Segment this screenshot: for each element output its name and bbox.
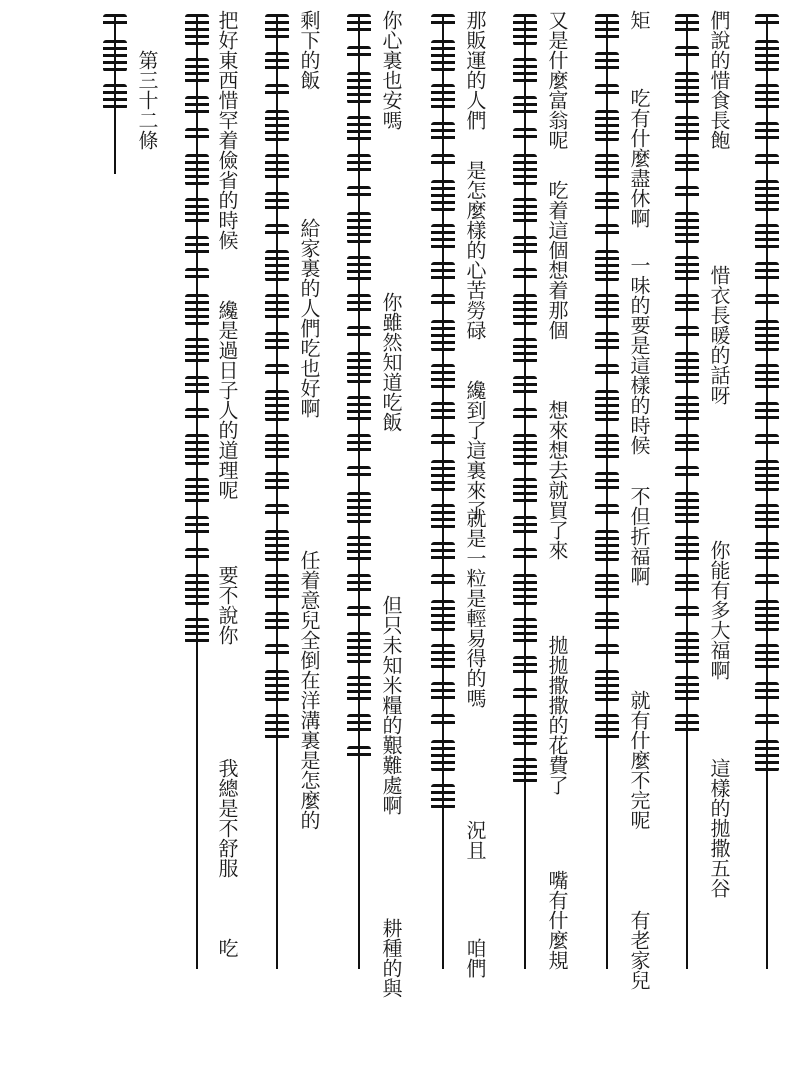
mongolian-word xyxy=(755,180,779,212)
chinese-gloss-segment: 你能有多大福啊 xyxy=(707,540,731,680)
mongolian-word xyxy=(675,606,699,620)
mongolian-word xyxy=(265,192,289,212)
mongolian-word xyxy=(675,326,699,340)
chinese-column-2 xyxy=(628,10,650,1000)
mongolian-word xyxy=(513,198,537,224)
mongolian-word xyxy=(265,14,289,40)
mongolian-word xyxy=(595,14,619,40)
chinese-gloss-segment: 耕種的與 xyxy=(379,918,403,998)
mongolian-word xyxy=(513,236,537,256)
mongolian-word xyxy=(755,122,779,142)
mongolian-column-9 xyxy=(100,14,130,174)
chinese-column-3 xyxy=(546,10,568,1000)
mongolian-word xyxy=(185,408,209,422)
mongolian-word xyxy=(595,530,619,562)
chinese-gloss-segment: 是怎麼樣的心苦勞碌 xyxy=(463,160,487,340)
mongolian-word xyxy=(431,40,455,72)
mongolian-word xyxy=(595,332,619,352)
mongolian-word xyxy=(347,352,371,384)
mongolian-word xyxy=(431,84,455,110)
mongolian-word xyxy=(185,236,209,256)
mongolian-word xyxy=(103,14,127,28)
mongolian-word xyxy=(431,574,455,588)
mongolian-word xyxy=(431,682,455,702)
mongolian-word xyxy=(347,434,371,454)
mongolian-word xyxy=(513,688,537,702)
mongolian-word xyxy=(675,116,699,142)
mongolian-column-4 xyxy=(510,14,540,969)
mongolian-word xyxy=(103,84,127,110)
mongolian-word xyxy=(347,574,371,594)
mongolian-word xyxy=(185,516,209,536)
mongolian-word xyxy=(755,154,779,168)
mongolian-word xyxy=(755,294,779,308)
mongolian-word xyxy=(347,46,371,60)
mongolian-word xyxy=(755,262,779,282)
mongolian-word xyxy=(675,714,699,734)
mongolian-word xyxy=(595,504,619,518)
mongolian-word xyxy=(513,656,537,676)
mongolian-word xyxy=(513,14,537,46)
mongolian-word xyxy=(265,84,289,98)
chinese-gloss-segment: 況且 xyxy=(463,820,487,860)
mongolian-word xyxy=(595,364,619,378)
mongolian-word xyxy=(431,644,455,670)
mongolian-word xyxy=(185,268,209,282)
mongolian-word xyxy=(347,396,371,422)
mongolian-word xyxy=(595,84,619,98)
mongolian-word xyxy=(347,492,371,524)
chinese-column-1 xyxy=(708,10,730,1000)
mongolian-word xyxy=(431,14,455,28)
chinese-gloss-segment: 你心裏也安嗎 xyxy=(379,10,403,130)
chinese-gloss-segment: 就是一粒是輕易得的嗎 xyxy=(463,508,487,708)
mongolian-word xyxy=(431,294,455,308)
mongolian-word xyxy=(431,122,455,142)
mongolian-word xyxy=(513,516,537,536)
chinese-gloss-segment: 就有什麼不完呢 xyxy=(627,690,651,830)
mongolian-word xyxy=(185,548,209,562)
mongolian-word xyxy=(675,632,699,664)
mongolian-word xyxy=(185,128,209,142)
mongolian-word xyxy=(755,224,779,250)
mongolian-word xyxy=(265,504,289,518)
chinese-gloss-segment: 任着意兒全倒在洋溝裏是怎麼的 xyxy=(297,550,321,830)
mongolian-word xyxy=(595,472,619,492)
mongolian-word xyxy=(431,460,455,492)
mongolian-word xyxy=(103,40,127,72)
mongolian-word xyxy=(431,364,455,390)
mongolian-word xyxy=(595,110,619,142)
mongolian-column-2 xyxy=(672,14,702,969)
mongolian-word xyxy=(755,84,779,110)
chinese-gloss-segment: 纔到了這裏來了 xyxy=(463,380,487,520)
mongolian-word xyxy=(755,14,779,28)
mongolian-word xyxy=(347,256,371,282)
mongolian-word xyxy=(265,612,289,632)
mongolian-word xyxy=(675,466,699,480)
mongolian-word xyxy=(513,96,537,116)
chinese-gloss-segment: 剩下的飯 xyxy=(297,10,321,90)
mongolian-word xyxy=(595,714,619,740)
mongolian-word xyxy=(513,574,537,606)
mongolian-word xyxy=(513,338,537,364)
mongolian-word xyxy=(265,250,289,282)
mongolian-word xyxy=(431,542,455,562)
mongolian-word xyxy=(513,294,537,326)
mongolian-word xyxy=(595,574,619,600)
chinese-column-7 xyxy=(216,10,238,1000)
chinese-gloss-segment: 吃有什麼盡休啊 xyxy=(627,88,651,228)
mongolian-word xyxy=(347,72,371,104)
mongolian-word xyxy=(431,224,455,250)
chinese-column-6 xyxy=(298,10,320,1000)
mongolian-word xyxy=(265,154,289,180)
mongolian-word xyxy=(265,294,289,320)
mongolian-word xyxy=(185,478,209,504)
mongolian-word xyxy=(265,390,289,422)
mongolian-word xyxy=(265,434,289,460)
mongolian-column-6 xyxy=(344,14,374,969)
chinese-gloss-segment: 纔是過日子人的道理呢 xyxy=(215,300,239,500)
mongolian-word xyxy=(675,186,699,200)
mongolian-word xyxy=(675,46,699,60)
mongolian-word xyxy=(431,600,455,632)
mongolian-word xyxy=(265,644,289,658)
mongolian-word xyxy=(595,434,619,460)
mongolian-word xyxy=(185,14,209,46)
mongolian-word xyxy=(265,364,289,378)
chinese-gloss-segment: 這樣的拋撒五谷 xyxy=(707,758,731,898)
mongolian-word xyxy=(347,212,371,244)
mongolian-word xyxy=(347,294,371,314)
mongolian-word xyxy=(675,396,699,422)
mongolian-word xyxy=(185,434,209,466)
mongolian-word xyxy=(513,376,537,396)
mongolian-word xyxy=(595,250,619,282)
mongolian-word xyxy=(675,536,699,562)
chinese-gloss-segment: 那販運的人們 xyxy=(463,10,487,130)
chinese-gloss-segment: 吃 xyxy=(215,938,239,958)
chinese-gloss-segment: 要不說你 xyxy=(215,565,239,645)
mongolian-word xyxy=(431,714,455,728)
mongolian-word xyxy=(265,670,289,702)
mongolian-word xyxy=(513,268,537,282)
mongolian-word xyxy=(265,52,289,72)
chinese-gloss-segment: 第三十二條 xyxy=(135,50,159,150)
mongolian-word xyxy=(431,784,455,810)
mongolian-word xyxy=(265,714,289,740)
mongolian-word xyxy=(595,192,619,212)
mongolian-word xyxy=(513,154,537,186)
chinese-column-5 xyxy=(380,10,402,1000)
mongolian-word xyxy=(675,574,699,594)
mongolian-word xyxy=(265,530,289,562)
mongolian-word xyxy=(185,154,209,186)
mongolian-word xyxy=(431,180,455,212)
mongolian-word xyxy=(185,294,209,326)
mongolian-word xyxy=(431,740,455,772)
mongolian-word xyxy=(431,154,455,168)
mongolian-word xyxy=(675,154,699,174)
mongolian-word xyxy=(755,434,779,448)
mongolian-word xyxy=(755,504,779,530)
mongolian-word xyxy=(513,714,537,746)
mongolian-word xyxy=(675,434,699,454)
mongolian-word xyxy=(513,408,537,422)
chinese-gloss-segment: 給家裏的人們吃也好啊 xyxy=(297,218,321,418)
mongolian-word xyxy=(595,670,619,702)
mongolian-word xyxy=(431,504,455,530)
mongolian-word xyxy=(675,72,699,104)
mongolian-word xyxy=(347,746,371,760)
mongolian-word xyxy=(513,128,537,142)
mongolian-word xyxy=(347,186,371,200)
mongolian-column-5 xyxy=(428,14,458,969)
mongolian-word xyxy=(513,548,537,562)
chinese-gloss-segment: 把好東西惜罕着儉省的時候 xyxy=(215,10,239,250)
mongolian-word xyxy=(185,58,209,84)
mongolian-column-3 xyxy=(592,14,622,969)
mongolian-word xyxy=(595,224,619,238)
mongolian-word xyxy=(675,212,699,244)
mongolian-word xyxy=(513,478,537,504)
mongolian-word xyxy=(755,460,779,492)
mongolian-word xyxy=(755,40,779,72)
chinese-gloss-segment: 你雖然知道吃飯 xyxy=(379,292,403,432)
mongolian-word xyxy=(185,618,209,644)
chinese-gloss-segment: 想來想去就買了來 xyxy=(545,400,569,560)
mongolian-word xyxy=(595,52,619,72)
chinese-gloss-segment: 拋拋撒撒的花費了 xyxy=(545,635,569,795)
mongolian-word xyxy=(431,434,455,448)
mongolian-word xyxy=(675,294,699,314)
chinese-column-4 xyxy=(464,10,486,1000)
mongolian-word xyxy=(185,574,209,606)
chinese-gloss-segment: 不但折福啊 xyxy=(627,486,651,586)
chinese-gloss-segment: 但只未知米糧的艱難處啊 xyxy=(379,595,403,815)
mongolian-word xyxy=(675,676,699,702)
mongolian-word xyxy=(595,612,619,632)
mongolian-column-7 xyxy=(262,14,292,969)
chinese-gloss-segment: 惜衣長暖的話呀 xyxy=(707,265,731,405)
mongolian-word xyxy=(513,434,537,466)
mongolian-word xyxy=(675,492,699,524)
mongolian-word xyxy=(431,262,455,282)
mongolian-word xyxy=(185,338,209,364)
mongolian-word xyxy=(347,606,371,620)
mongolian-word xyxy=(755,644,779,670)
mongolian-word xyxy=(431,402,455,422)
mongolian-word xyxy=(185,376,209,396)
mongolian-word xyxy=(347,536,371,562)
mongolian-word xyxy=(265,472,289,492)
mongolian-word xyxy=(755,714,779,728)
chinese-gloss-segment: 又是什麼富翁呢 xyxy=(545,10,569,150)
mongolian-word xyxy=(755,600,779,632)
mongolian-word xyxy=(675,14,699,34)
mongolian-word xyxy=(347,676,371,702)
mongolian-word xyxy=(513,758,537,784)
mongolian-column-8 xyxy=(182,14,212,969)
mongolian-word xyxy=(347,14,371,34)
mongolian-word xyxy=(513,58,537,84)
mongolian-word xyxy=(755,320,779,352)
mongolian-word xyxy=(431,320,455,352)
mongolian-word xyxy=(265,224,289,238)
chinese-column-8 xyxy=(136,10,158,1000)
mongolian-word xyxy=(347,632,371,664)
chinese-gloss-segment: 們說的惜食長飽 xyxy=(707,10,731,150)
mongolian-word xyxy=(595,154,619,180)
mongolian-word xyxy=(347,714,371,734)
mongolian-word xyxy=(595,294,619,320)
chinese-gloss-segment: 咱們 xyxy=(463,938,487,978)
mongolian-word xyxy=(185,96,209,116)
chinese-gloss-segment: 一味的要是這樣的時候 xyxy=(627,255,651,455)
mongolian-word xyxy=(595,644,619,658)
mongolian-word xyxy=(265,110,289,142)
mongolian-word xyxy=(347,326,371,340)
mongolian-column-1 xyxy=(752,14,782,969)
mongolian-word xyxy=(755,682,779,702)
mongolian-word xyxy=(755,574,779,588)
chinese-gloss-segment: 我總是不舒服 xyxy=(215,758,239,878)
chinese-gloss-segment: 吃着這個想着那個 xyxy=(545,180,569,340)
mongolian-word xyxy=(513,618,537,644)
mongolian-word xyxy=(755,402,779,422)
mongolian-word xyxy=(347,116,371,142)
mongolian-word xyxy=(347,154,371,174)
mongolian-word xyxy=(755,364,779,390)
mongolian-word xyxy=(347,466,371,480)
mongolian-word xyxy=(755,740,779,772)
mongolian-word xyxy=(595,390,619,422)
mongolian-word xyxy=(675,352,699,384)
mongolian-word xyxy=(755,542,779,562)
mongolian-word xyxy=(675,256,699,282)
chinese-gloss-segment: 矩 xyxy=(627,10,651,30)
mongolian-word xyxy=(185,198,209,224)
chinese-gloss-segment: 有老家兒 xyxy=(627,910,651,990)
mongolian-word xyxy=(265,332,289,352)
mongolian-word xyxy=(265,574,289,600)
chinese-gloss-segment: 嘴有什麼規 xyxy=(545,870,569,970)
